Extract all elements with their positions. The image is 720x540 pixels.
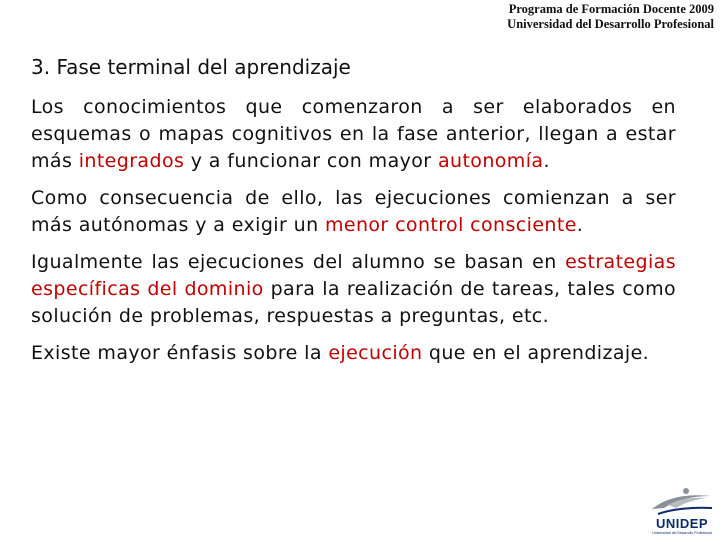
paragraph-text: y a funcionar con mayor [184,150,438,172]
highlight-ejecucion: ejecución [328,342,423,364]
highlight-control: menor control consciente [324,214,577,236]
paragraph-text: Igualmente las ejecuciones del alumno se basan en [31,251,566,273]
paragraph-text: que en el aprendizaje. [422,342,650,364]
highlight-autonomia: autonomía [437,150,544,172]
header-university: Universidad del Desarrollo Profesional [507,17,714,31]
flying-figure-icon [646,487,718,517]
paragraph-text: Los conocimientos que comenzaron a ser elaborados en esquemas o mapas cognitivos en la fase anterior, llegan a estar más [31,96,676,172]
paragraph-strategies [31,249,676,330]
paragraph-text: para la realización de tareas, tales como solución de problemas, respuestas a preguntas, etc. [31,278,677,327]
paragraph-text: Existe mayor énfasis sobre la [31,342,329,364]
logo-subtitle: Universidad del Desarrollo Profesional [652,531,712,535]
paragraph-integration [31,94,676,175]
paragraph-text: . [576,214,584,236]
paragraph-text: Como consecuencia de ello, las ejecuciones comienzan a ser más autónomas y a exigir un [31,187,676,236]
paragraph-emphasis [31,340,676,367]
unidep-logo [646,487,718,539]
highlight-estrategias: estrategias específicas del dominio [31,251,676,300]
header-program: Programa de Formación Docente 2009 [508,2,714,16]
paragraph-consequence [31,185,676,239]
highlight-integrados: integrados [78,150,185,172]
header-institution [507,2,714,32]
slide-title: 3. Fase terminal del aprendizaje [31,55,351,79]
slide-body [31,94,676,377]
logo-wordmark: UNIDEP [655,516,709,531]
paragraph-text: . [543,150,550,172]
